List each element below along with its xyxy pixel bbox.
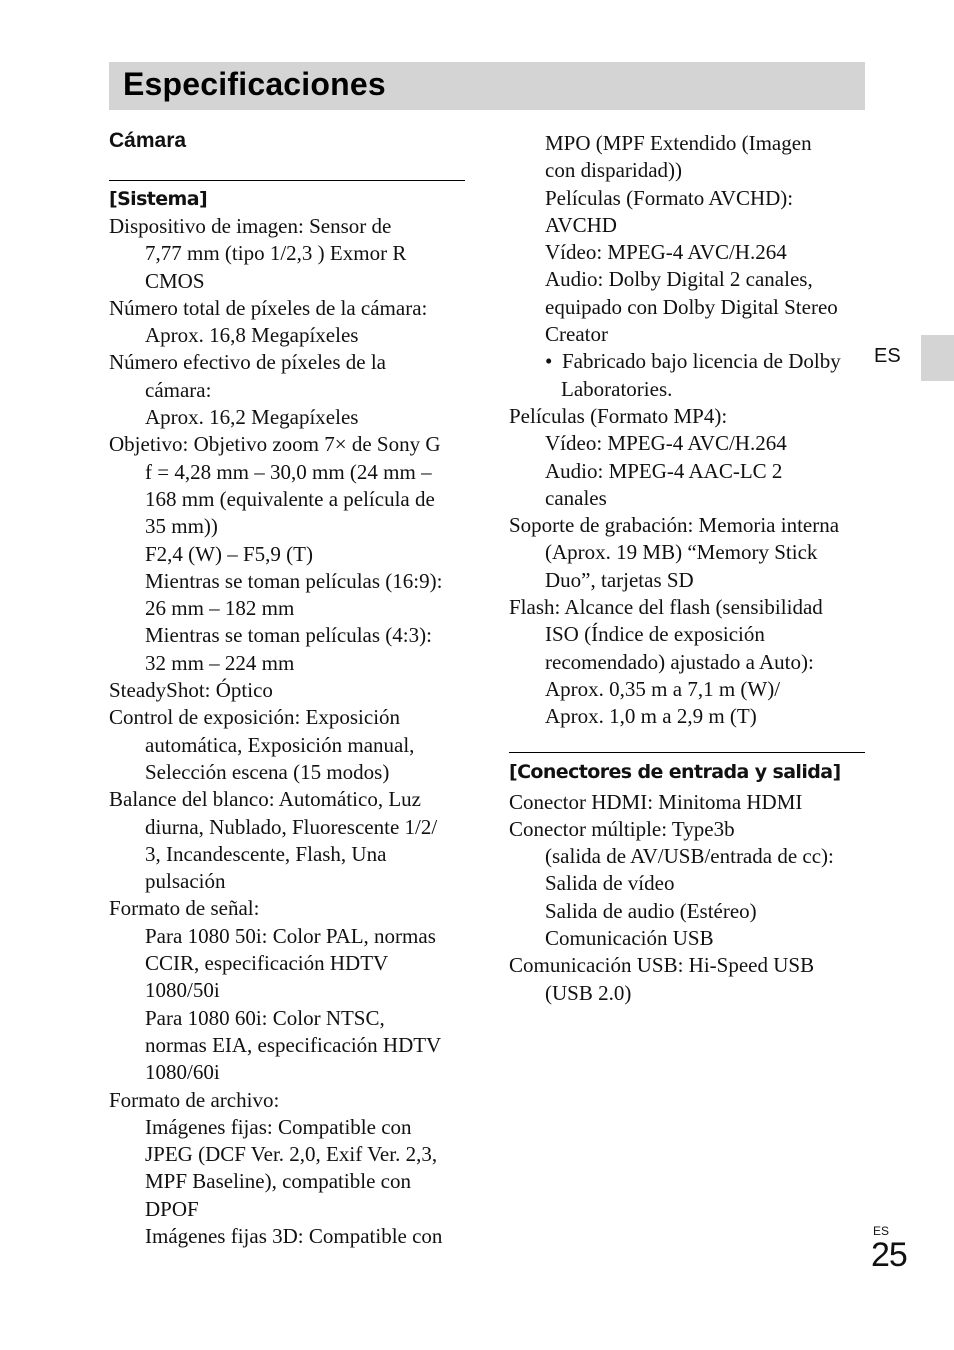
spec-line: Laboratories. <box>561 376 673 401</box>
spec-line: Formato de archivo: <box>109 1087 280 1112</box>
spec-line: 168 mm (equivalente a película de <box>145 486 435 511</box>
spec-line: normas EIA, especificación HDTV <box>145 1032 442 1057</box>
spec-line: Mientras se toman películas (4:3): <box>145 623 432 648</box>
connectors-heading: [Conectores de entrada y salida] <box>509 760 841 783</box>
right-spec-list-a <box>509 130 865 731</box>
spec-line: JPEG (DCF Ver. 2,0, Exif Ver. 2,3, <box>145 1142 438 1167</box>
spec-line: Duo”, tarjetas SD <box>545 567 694 592</box>
spec-line: Aprox. 16,2 Megapíxeles <box>145 405 359 430</box>
left-spec-list <box>109 213 465 1250</box>
spec-line: (salida de AV/USB/entrada de cc): <box>545 844 834 869</box>
spec-line: Conector HDMI: Minitoma HDMI <box>509 789 803 814</box>
spec-line: 35 mm)) <box>145 514 218 539</box>
spec-line: Soporte de grabación: Memoria interna <box>509 513 840 538</box>
spec-line: Para 1080 60i: Color NTSC, <box>145 1005 385 1030</box>
spec-line: Para 1080 50i: Color PAL, normas <box>145 923 436 948</box>
spec-line: AVCHD <box>545 212 617 237</box>
spec-line: (Aprox. 19 MB) “Memory Stick <box>545 540 818 565</box>
spec-line: Balance del blanco: Automático, Luz <box>109 787 421 812</box>
spec-line: con disparidad)) <box>545 158 683 183</box>
title-bar <box>109 62 865 110</box>
spec-line: Control de exposición: Exposición <box>109 705 401 730</box>
spec-line-text: Fabricado bajo licencia de Dolby <box>562 349 841 374</box>
spec-line: Aprox. 0,35 m a 7,1 m (W)/ <box>545 676 781 701</box>
connectors-rule <box>509 752 865 753</box>
spec-line: automática, Exposición manual, <box>145 732 415 757</box>
spec-line: equipado con Dolby Digital Stereo <box>545 294 838 319</box>
spec-line: Formato de señal: <box>109 896 260 921</box>
spec-line: (USB 2.0) <box>545 980 632 1005</box>
spec-line: canales <box>545 485 607 510</box>
spec-line: CMOS <box>145 268 205 293</box>
spec-line: MPO (MPF Extendido (Imagen <box>545 131 812 155</box>
side-language-label: ES <box>874 345 901 367</box>
spec-line: Selección escena (15 modos) <box>145 759 390 784</box>
spec-line: Salida de audio (Estéreo) <box>545 898 757 923</box>
spec-line: diurna, Nublado, Fluorescente 1/2/ <box>145 814 438 839</box>
spec-line: Películas (Formato MP4): <box>509 403 728 428</box>
spec-line: Mientras se toman películas (16:9): <box>145 568 443 593</box>
spec-line: Número total de píxeles de la cámara: <box>109 295 428 320</box>
spec-line: Películas (Formato AVCHD): <box>545 185 794 210</box>
spec-line: SteadyShot: Óptico <box>109 678 273 703</box>
spec-line: Dispositivo de imagen: Sensor de <box>109 214 392 238</box>
sistema-rule <box>109 180 465 181</box>
spec-line: DPOF <box>145 1196 199 1221</box>
spec-line: cámara: <box>145 377 212 402</box>
spec-line: Creator <box>545 322 608 347</box>
spec-line: F2,4 (W) – F5,9 (T) <box>145 541 313 566</box>
spec-line: Vídeo: MPEG-4 AVC/H.264 <box>545 431 787 456</box>
spec-line <box>509 348 865 375</box>
spec-line: Audio: MPEG-4 AAC-LC 2 <box>545 458 783 483</box>
spec-line: 26 mm – 182 mm <box>145 596 295 621</box>
section-title: Cámara <box>109 129 187 152</box>
spec-line: ISO (Índice de exposición <box>545 622 765 647</box>
page-number: 25 <box>871 1236 907 1274</box>
spec-line: Flash: Alcance del flash (sensibilidad <box>509 595 823 620</box>
page-title: Especificaciones <box>123 66 386 102</box>
page-language-label: ES <box>873 1224 890 1238</box>
spec-line: Comunicación USB: Hi-Speed USB <box>509 953 815 978</box>
spec-line: f = 4,28 mm – 30,0 mm (24 mm – <box>145 459 432 484</box>
spec-line: pulsación <box>145 869 226 894</box>
spec-line: MPF Baseline), compatible con <box>145 1169 411 1194</box>
spec-line: Conector múltiple: Type3b <box>509 816 735 841</box>
spec-line: Salida de vídeo <box>545 871 675 896</box>
spec-line: CCIR, especificación HDTV <box>145 951 389 976</box>
spec-line: Aprox. 1,0 m a 2,9 m (T) <box>545 704 757 729</box>
spec-line: Imágenes fijas 3D: Compatible con <box>145 1223 443 1248</box>
right-spec-list-b <box>509 789 865 1007</box>
spec-line: 32 mm – 224 mm <box>145 650 295 675</box>
spec-line: 1080/60i <box>145 1060 220 1085</box>
spec-line: Vídeo: MPEG-4 AVC/H.264 <box>545 240 787 265</box>
spec-line: Aprox. 16,8 Megapíxeles <box>145 323 359 348</box>
spec-line: Comunicación USB <box>545 926 714 951</box>
spec-line: 1080/50i <box>145 978 220 1003</box>
left-column <box>109 188 465 1250</box>
spec-line: 3, Incandescente, Flash, Una <box>145 841 387 866</box>
spec-line: Objetivo: Objetivo zoom 7× de Sony G <box>109 432 441 457</box>
spec-line: 7,77 mm (tipo 1/2,3 ) Exmor R <box>145 241 407 266</box>
spec-line: Audio: Dolby Digital 2 canales, <box>545 267 813 292</box>
sistema-heading: [Sistema] <box>109 188 208 210</box>
bullet-icon: • <box>545 349 553 374</box>
spec-line: Número efectivo de píxeles de la <box>109 350 386 375</box>
right-column <box>509 130 865 1007</box>
side-tab <box>921 335 954 381</box>
spec-line: Imágenes fijas: Compatible con <box>145 1114 412 1139</box>
spec-line: recomendado) ajustado a Auto): <box>545 649 814 674</box>
